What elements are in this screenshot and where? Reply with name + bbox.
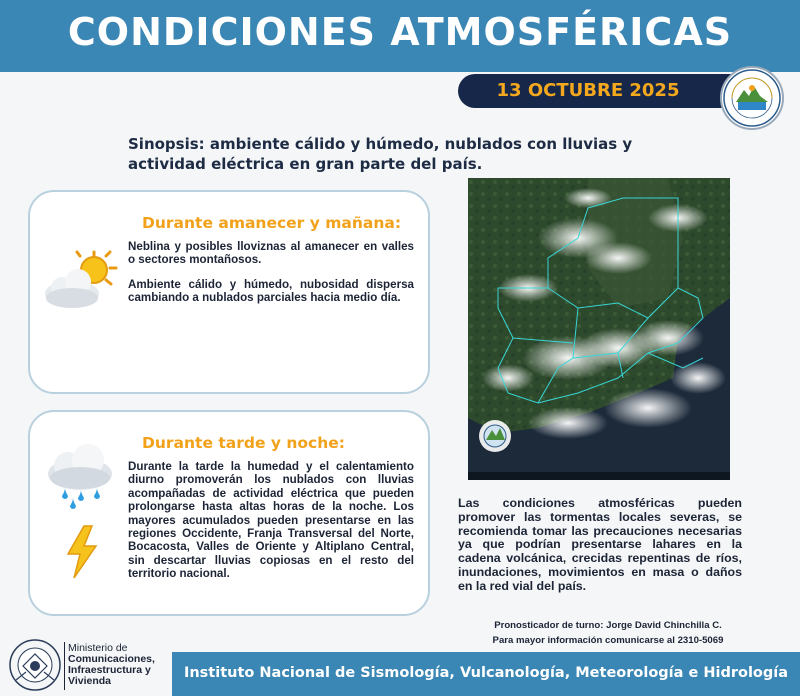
ministry-divider [64, 642, 65, 690]
warning-paragraph: Las condiciones atmosféricas pueden promover las tormentas locales severas, se recomienda tomar las precauciones necesarias ya que podrían presentarse lahares en la cadena volcánica, crecidas repentinas de ríos, inundaciones, movimientos en masa o daños en la red vial del país. [458, 496, 742, 593]
morning-paragraph-1: Neblina y posibles lloviznas al amanecer en valles o sectores montañosos. [128, 240, 414, 267]
institute-name: Instituto Nacional de Sismología, Vulcanología, Meteorología e Hidrología [183, 665, 789, 681]
page-title: CONDICIONES ATMOSFÉRICAS [67, 10, 733, 54]
lightning-icon [62, 524, 102, 580]
morning-card [28, 190, 430, 394]
insivumeh-seal-logo [720, 66, 784, 130]
ministry-line-1: Ministerio de [68, 642, 128, 654]
sun-cloud-icon [40, 248, 120, 312]
ministry-line-2: Comunicaciones, [68, 653, 155, 665]
ministry-line-3: Infraestructura y [68, 664, 151, 676]
evening-title: Durante tarde y noche: [142, 434, 345, 452]
rain-cloud-icon [42, 440, 118, 512]
evening-paragraph: Durante la tarde la humedad y el calentamiento diurno promoverán los nublados con lluvias acompañadas de actividad eléctrica que pueden prolongarse hasta altas horas de la noche. Los mayores acumulados pueden presentarse en las regiones Occidente, Franja Transversal del Norte, Bocacosta, Valles de Oriente y Altiplano Central, sin descartar lluvias copiosas en el resto del territorio nacional. [128, 460, 414, 581]
ministry-line-4: Vivienda [68, 675, 111, 687]
contact-info: Para mayor información comunicarse al 2310-5069 [492, 635, 724, 646]
satellite-image [468, 178, 730, 480]
morning-paragraph-2: Ambiente cálido y húmedo, nubosidad dispersa cambiando a nublados parciales hacia medio día. [128, 278, 414, 305]
date-banner [458, 74, 758, 108]
forecaster-credit: Pronosticador de turno: Jorge David Chinchilla C. [494, 620, 722, 631]
ministry-name [68, 643, 155, 687]
morning-title: Durante amanecer y mañana: [142, 214, 402, 232]
sinopsis-text: Sinopsis: ambiente cálido y húmedo, nublados con lluvias y actividad eléctrica en gran parte del país. [128, 135, 633, 173]
guatemala-coat-of-arms-logo [6, 636, 64, 694]
footer-banner [172, 652, 800, 696]
evening-card [28, 410, 430, 616]
bulletin-date: 13 OCTUBRE 2025 [496, 80, 680, 101]
header-banner [0, 0, 800, 72]
